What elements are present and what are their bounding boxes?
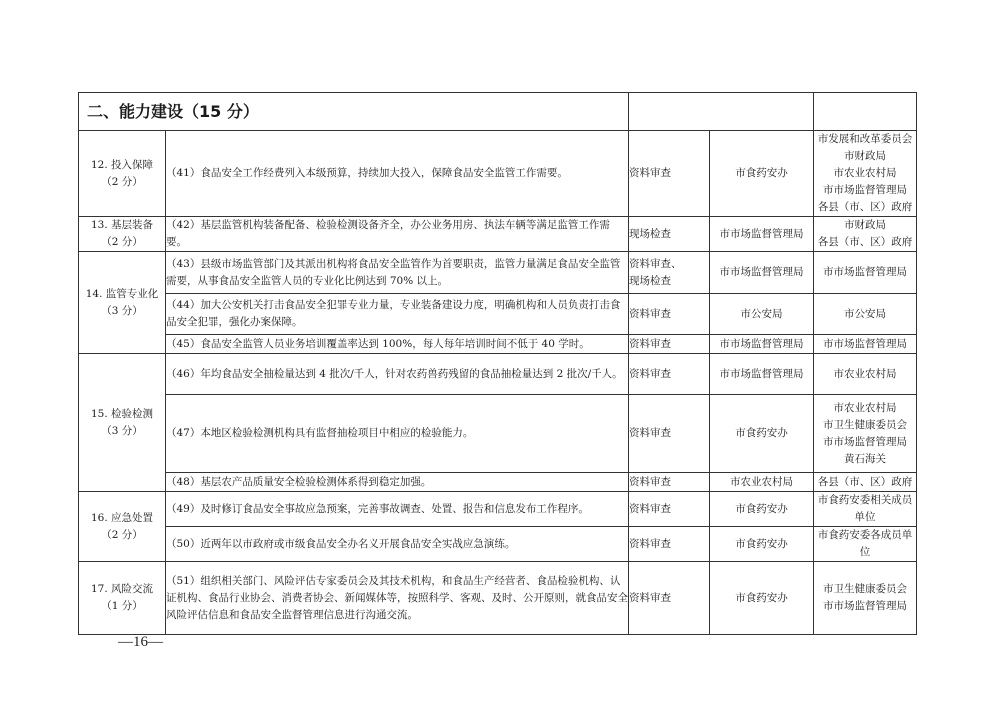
item-text: （50）近两年以市政府或市级食品安全办名义开展食品安全实战应急演练。 [166, 527, 629, 562]
category-label: 12. 投入保障 [90, 158, 154, 171]
lead-unit: 市市场监督管理局 [710, 252, 814, 294]
method-label: 资料审查 [629, 591, 671, 604]
table-row [79, 473, 917, 492]
coop-units-cell [814, 131, 917, 217]
section-header-row [79, 93, 917, 131]
lead-unit: 市食药安办 [710, 562, 814, 635]
method-label: 现场检查 [629, 274, 671, 287]
category-label: （3 分） [101, 424, 143, 437]
category-label: 14. 监管专业化 [85, 287, 159, 300]
coop-unit: 市农业农村局 [833, 367, 897, 380]
coop-units-cell [814, 252, 917, 294]
lead-unit: 市市场监督管理局 [710, 217, 814, 252]
method-label: 资料审查 [629, 167, 671, 179]
coop-unit: 各县（市、区）政府 [817, 236, 913, 248]
method-label: 资料审查 [629, 537, 671, 550]
method-label: 资料审查 [629, 337, 671, 350]
header-empty-cell [629, 93, 814, 131]
item-text: （47）本地区检验检测机构具有监督抽检项目中相应的检验能力。 [166, 395, 629, 473]
coop-units-cell [814, 335, 917, 354]
category-cell [79, 217, 166, 252]
coop-unit: 市市场监督管理局 [823, 266, 907, 278]
category-cell [79, 562, 166, 635]
coop-unit: 市财政局 [844, 150, 886, 162]
item-text: （48）基层农产品质量安全检验检测体系得到稳定加强。 [166, 473, 629, 492]
coop-units-cell [814, 354, 917, 395]
coop-units-cell [814, 492, 917, 527]
item-text: （44）加大公安机关打击食品安全犯罪专业力量，专业装备建设力度，明确机构和人员负责打击食品安全犯罪，强化办案保障。 [166, 294, 629, 335]
table-row [79, 492, 917, 527]
table-row [79, 252, 917, 294]
method-cell [629, 492, 710, 527]
assessment-table [78, 92, 917, 635]
lead-unit: 市食药安办 [710, 492, 814, 527]
coop-unit: 市市场监督管理局 [823, 184, 907, 196]
coop-unit: 市发展和改革委员会 [817, 133, 913, 145]
method-cell [629, 294, 710, 335]
coop-units-cell [814, 294, 917, 335]
lead-unit: 市农业农村局 [710, 473, 814, 492]
coop-units-cell [814, 217, 917, 252]
coop-units-cell [814, 562, 917, 635]
table-row [79, 395, 917, 473]
coop-unit: 各县（市、区）政府 [817, 475, 913, 488]
table-row [79, 294, 917, 335]
header-empty-cell [814, 93, 917, 131]
item-text: （42）基层监管机构装备配备、检验检测设备齐全，办公业务用房、执法车辆等满足监管工作需要。 [166, 217, 629, 252]
method-cell [629, 131, 710, 217]
section-title: 二、能力建设（15 分） [79, 93, 629, 131]
method-label: 资料审查 [629, 307, 671, 320]
lead-unit: 市市场监督管理局 [710, 354, 814, 395]
lead-unit: 市食药安办 [710, 527, 814, 562]
coop-unit: 市公安局 [844, 307, 886, 320]
category-label: 16. 应急处置 [90, 511, 154, 524]
category-label: 13. 基层装备 [90, 219, 154, 231]
lead-unit: 市食药安办 [710, 395, 814, 473]
coop-unit: 市食药安委各成员单位 [817, 529, 913, 558]
method-label: 资料审查 [629, 475, 671, 488]
method-label: 资料审查 [629, 502, 671, 515]
coop-unit: 市财政局 [844, 219, 886, 231]
method-cell [629, 473, 710, 492]
coop-unit: 各县（市、区）政府 [817, 201, 913, 213]
lead-unit: 市市场监督管理局 [710, 335, 814, 354]
item-text: （41）食品安全工作经费列入本级预算，持续加大投入，保障食品安全监管工作需要。 [166, 131, 629, 217]
method-label: 资料审查 [629, 427, 671, 439]
method-label: 现场检查 [629, 227, 671, 240]
table-row [79, 562, 917, 635]
coop-unit: 市食药安委相关成员单位 [817, 494, 913, 523]
category-label: 15. 检验检测 [90, 407, 154, 420]
category-label: （2 分） [101, 528, 143, 541]
method-cell [629, 335, 710, 354]
lead-unit: 市公安局 [710, 294, 814, 335]
lead-unit: 市食药安办 [710, 131, 814, 217]
coop-unit: 市卫生健康委员会 [823, 418, 907, 431]
category-label: （1 分） [101, 600, 143, 612]
coop-units-cell [814, 527, 917, 562]
table-row [79, 131, 917, 217]
table-row [79, 335, 917, 354]
coop-unit: 市市场监督管理局 [823, 435, 907, 448]
page-number: —16— [118, 634, 163, 650]
category-cell [79, 354, 166, 492]
item-text: （46）年均食品安全抽检量达到 4 批次/千人，针对农药兽药残留的食品抽检量达到 2 批次/千人。 [166, 354, 629, 395]
coop-unit: 黄石海关 [844, 452, 886, 465]
coop-unit: 市市场监督管理局 [823, 337, 907, 350]
category-label: （2 分） [101, 236, 143, 248]
table-row [79, 354, 917, 395]
item-text: （49）及时修订食品安全事故应急预案，完善事故调查、处置、报告和信息发布工作程序。 [166, 492, 629, 527]
category-cell [79, 131, 166, 217]
method-cell [629, 562, 710, 635]
coop-unit: 市农业农村局 [833, 167, 897, 179]
method-label: 资料审查 [629, 367, 671, 380]
method-cell [629, 395, 710, 473]
category-cell [79, 492, 166, 562]
method-cell [629, 252, 710, 294]
category-cell [79, 252, 166, 354]
coop-units-cell [814, 473, 917, 492]
category-label: 17. 风险交流 [90, 583, 154, 595]
coop-unit: 市农业农村局 [833, 401, 897, 414]
method-cell [629, 354, 710, 395]
table-row [79, 217, 917, 252]
method-cell [629, 217, 710, 252]
item-text: （51）组织相关部门、风险评估专家委员会及其技术机构，和食品生产经营者、食品检验机构、认证机构、食品行业协会、消费者协会、新闻媒体等，按照科学、客观、及时、公开原则，就食品安全风险评估信息和食品安全监督管理信息进行沟通交流。 [166, 562, 629, 635]
method-cell [629, 527, 710, 562]
category-label: （3 分） [101, 304, 143, 317]
item-text: （45）食品安全监管人员业务培训覆盖率达到 100%，每人每年培训时间不低于 40 学时。 [166, 335, 629, 354]
table-row [79, 527, 917, 562]
category-label: （2 分） [101, 175, 143, 188]
coop-units-cell [814, 395, 917, 473]
coop-unit: 市卫生健康委员会 [823, 583, 907, 595]
method-label: 资料审查、 [629, 257, 682, 270]
item-text: （43）县级市场监管部门及其派出机构将食品安全监管作为首要职责，监管力量满足食品安全监管需要，从事食品安全监管人员的专业化比例达到 70% 以上。 [166, 252, 629, 294]
coop-unit: 市市场监督管理局 [823, 600, 907, 612]
